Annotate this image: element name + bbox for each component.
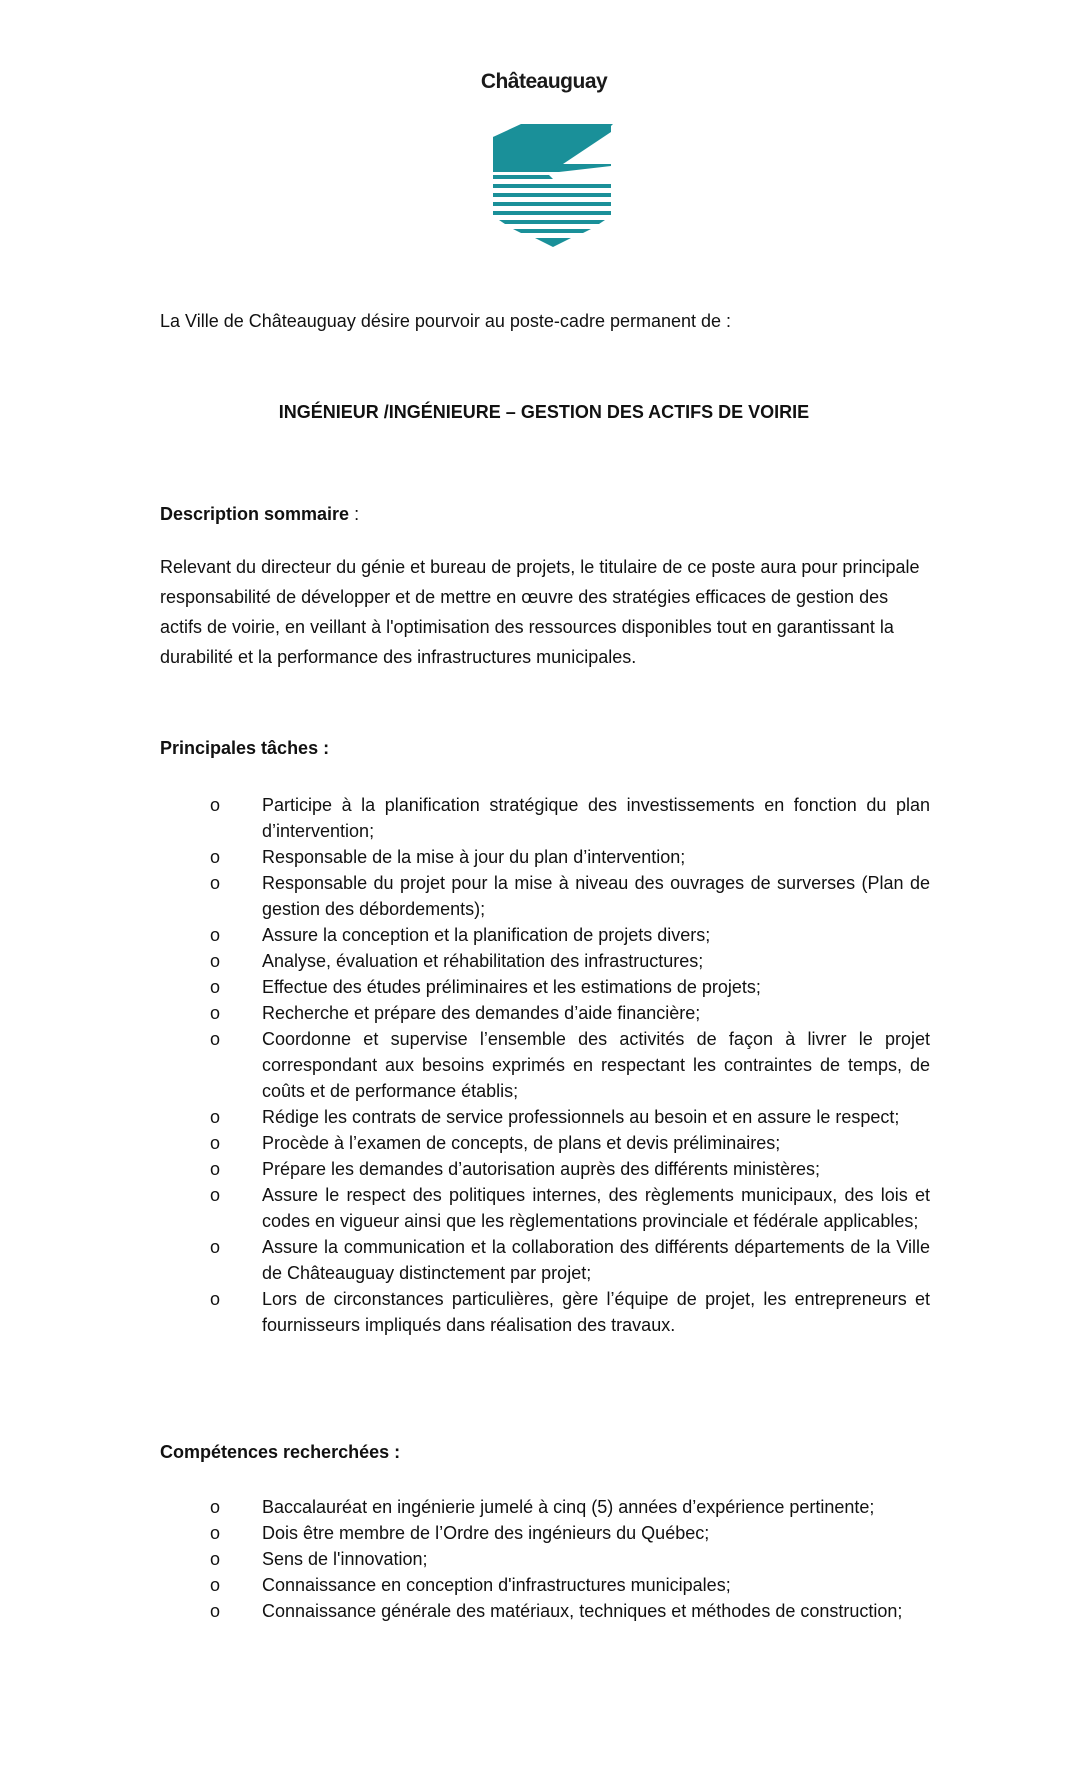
list-item [160,1598,930,1624]
list-item [160,1286,930,1338]
list-item-text: Baccalauréat en ingénierie jumelé à cinq (5) années d’expérience pertinente; [262,1497,875,1517]
list-item [160,922,930,948]
list-item-text: Analyse, évaluation et réhabilitation des infrastructures; [262,951,704,971]
list-item-text: Responsable du projet pour la mise à niveau des ouvrages de surverses (Plan de gestion des débordements); [262,873,930,919]
bullet-icon: o [210,1601,221,1621]
description-text: Relevant du directeur du génie et bureau de projets, le titulaire de ce poste aura pour principale responsabilité de développer et de mettre en œuvre des stratégies efficaces de gestion des actifs de voirie, en veillant à l'optimisation des ressources disponibles tout en garantissant la durabilité et la performance des infrastructures municipales. [160,557,920,667]
job-title: INGÉNIEUR /INGÉNIEURE – GESTION DES ACTIFS DE VOIRIE [278,402,810,422]
bullet-icon: o [210,1523,221,1543]
list-item [160,1026,930,1104]
skills-list [160,1494,930,1624]
description-heading-colon: : [349,504,360,524]
bullet-icon: o [210,1497,221,1517]
list-item [160,1156,930,1182]
list-item [160,1182,930,1234]
list-item [160,1494,930,1520]
chateauguay-logo-icon [493,124,613,248]
list-item [160,1000,930,1026]
list-item [160,1520,930,1546]
list-item [160,974,930,1000]
list-item-text: Sens de l'innovation; [262,1549,428,1569]
list-item [160,1546,930,1572]
bullet-icon: o [210,1159,221,1179]
list-item [160,1572,930,1598]
list-item-text: Connaissance générale des matériaux, techniques et méthodes de construction; [262,1601,903,1621]
skills-heading: Compétences recherchées : [160,1442,401,1462]
bullet-icon: o [210,873,221,893]
tasks-heading: Principales tâches : [160,738,330,758]
bullet-icon: o [210,1029,221,1049]
bullet-icon: o [210,1237,221,1257]
list-item [160,792,930,844]
list-item [160,870,930,922]
list-item-text: Participe à la planification stratégique des investissements en fonction du plan d’intervention; [262,795,930,841]
bullet-icon: o [210,1185,221,1205]
bullet-icon: o [210,1107,221,1127]
bullet-icon: o [210,847,221,867]
list-item-text: Rédige les contrats de service professionnels au besoin et en assure le respect; [262,1107,900,1127]
list-item-text: Recherche et prépare des demandes d’aide financière; [262,1003,701,1023]
list-item-text: Effectue des études préliminaires et les estimations de projets; [262,977,761,997]
list-item [160,948,930,974]
bullet-icon: o [210,1133,221,1153]
bullet-icon: o [210,977,221,997]
list-item-text: Prépare les demandes d’autorisation auprès des différents ministères; [262,1159,820,1179]
bullet-icon: o [210,1003,221,1023]
logo-wordmark: Châteauguay [480,70,608,93]
list-item-text: Connaissance en conception d'infrastructures municipales; [262,1575,731,1595]
description-heading-label: Description sommaire [160,504,350,524]
list-item [160,844,930,870]
bullet-icon: o [210,1549,221,1569]
list-item-text: Procède à l’examen de concepts, de plans et devis préliminaires; [262,1133,781,1153]
list-item-text: Coordonne et supervise l’ensemble des activités de façon à livrer le projet correspondant aux besoins exprimés en respectant les contraintes de temps, de coûts et de performance établis; [262,1029,930,1101]
list-item-text: Dois être membre de l’Ordre des ingénieurs du Québec; [262,1523,710,1543]
list-item [160,1104,930,1130]
list-item-text: Assure la communication et la collaboration des différents départements de la Ville de Châteauguay distinctement par projet; [262,1237,930,1283]
tasks-list [160,792,930,1338]
bullet-icon: o [210,951,221,971]
list-item-text: Assure le respect des politiques internes, des règlements municipaux, des lois et codes en vigueur ainsi que les règlementations provinciale et fédérale applicables; [262,1185,930,1231]
list-item [160,1130,930,1156]
list-item [160,1234,930,1286]
list-item-text: Assure la conception et la planification de projets divers; [262,925,711,945]
bullet-icon: o [210,1575,221,1595]
bullet-icon: o [210,1289,221,1309]
description-heading [160,504,359,525]
intro-text: La Ville de Châteauguay désire pourvoir au poste-cadre permanent de : [160,311,732,331]
list-item-text: Lors de circonstances particulières, gère l’équipe de projet, les entrepreneurs et fournisseurs impliqués dans réalisation des travaux. [262,1289,930,1335]
bullet-icon: o [210,795,221,815]
bullet-icon: o [210,925,221,945]
list-item-text: Responsable de la mise à jour du plan d’intervention; [262,847,686,867]
